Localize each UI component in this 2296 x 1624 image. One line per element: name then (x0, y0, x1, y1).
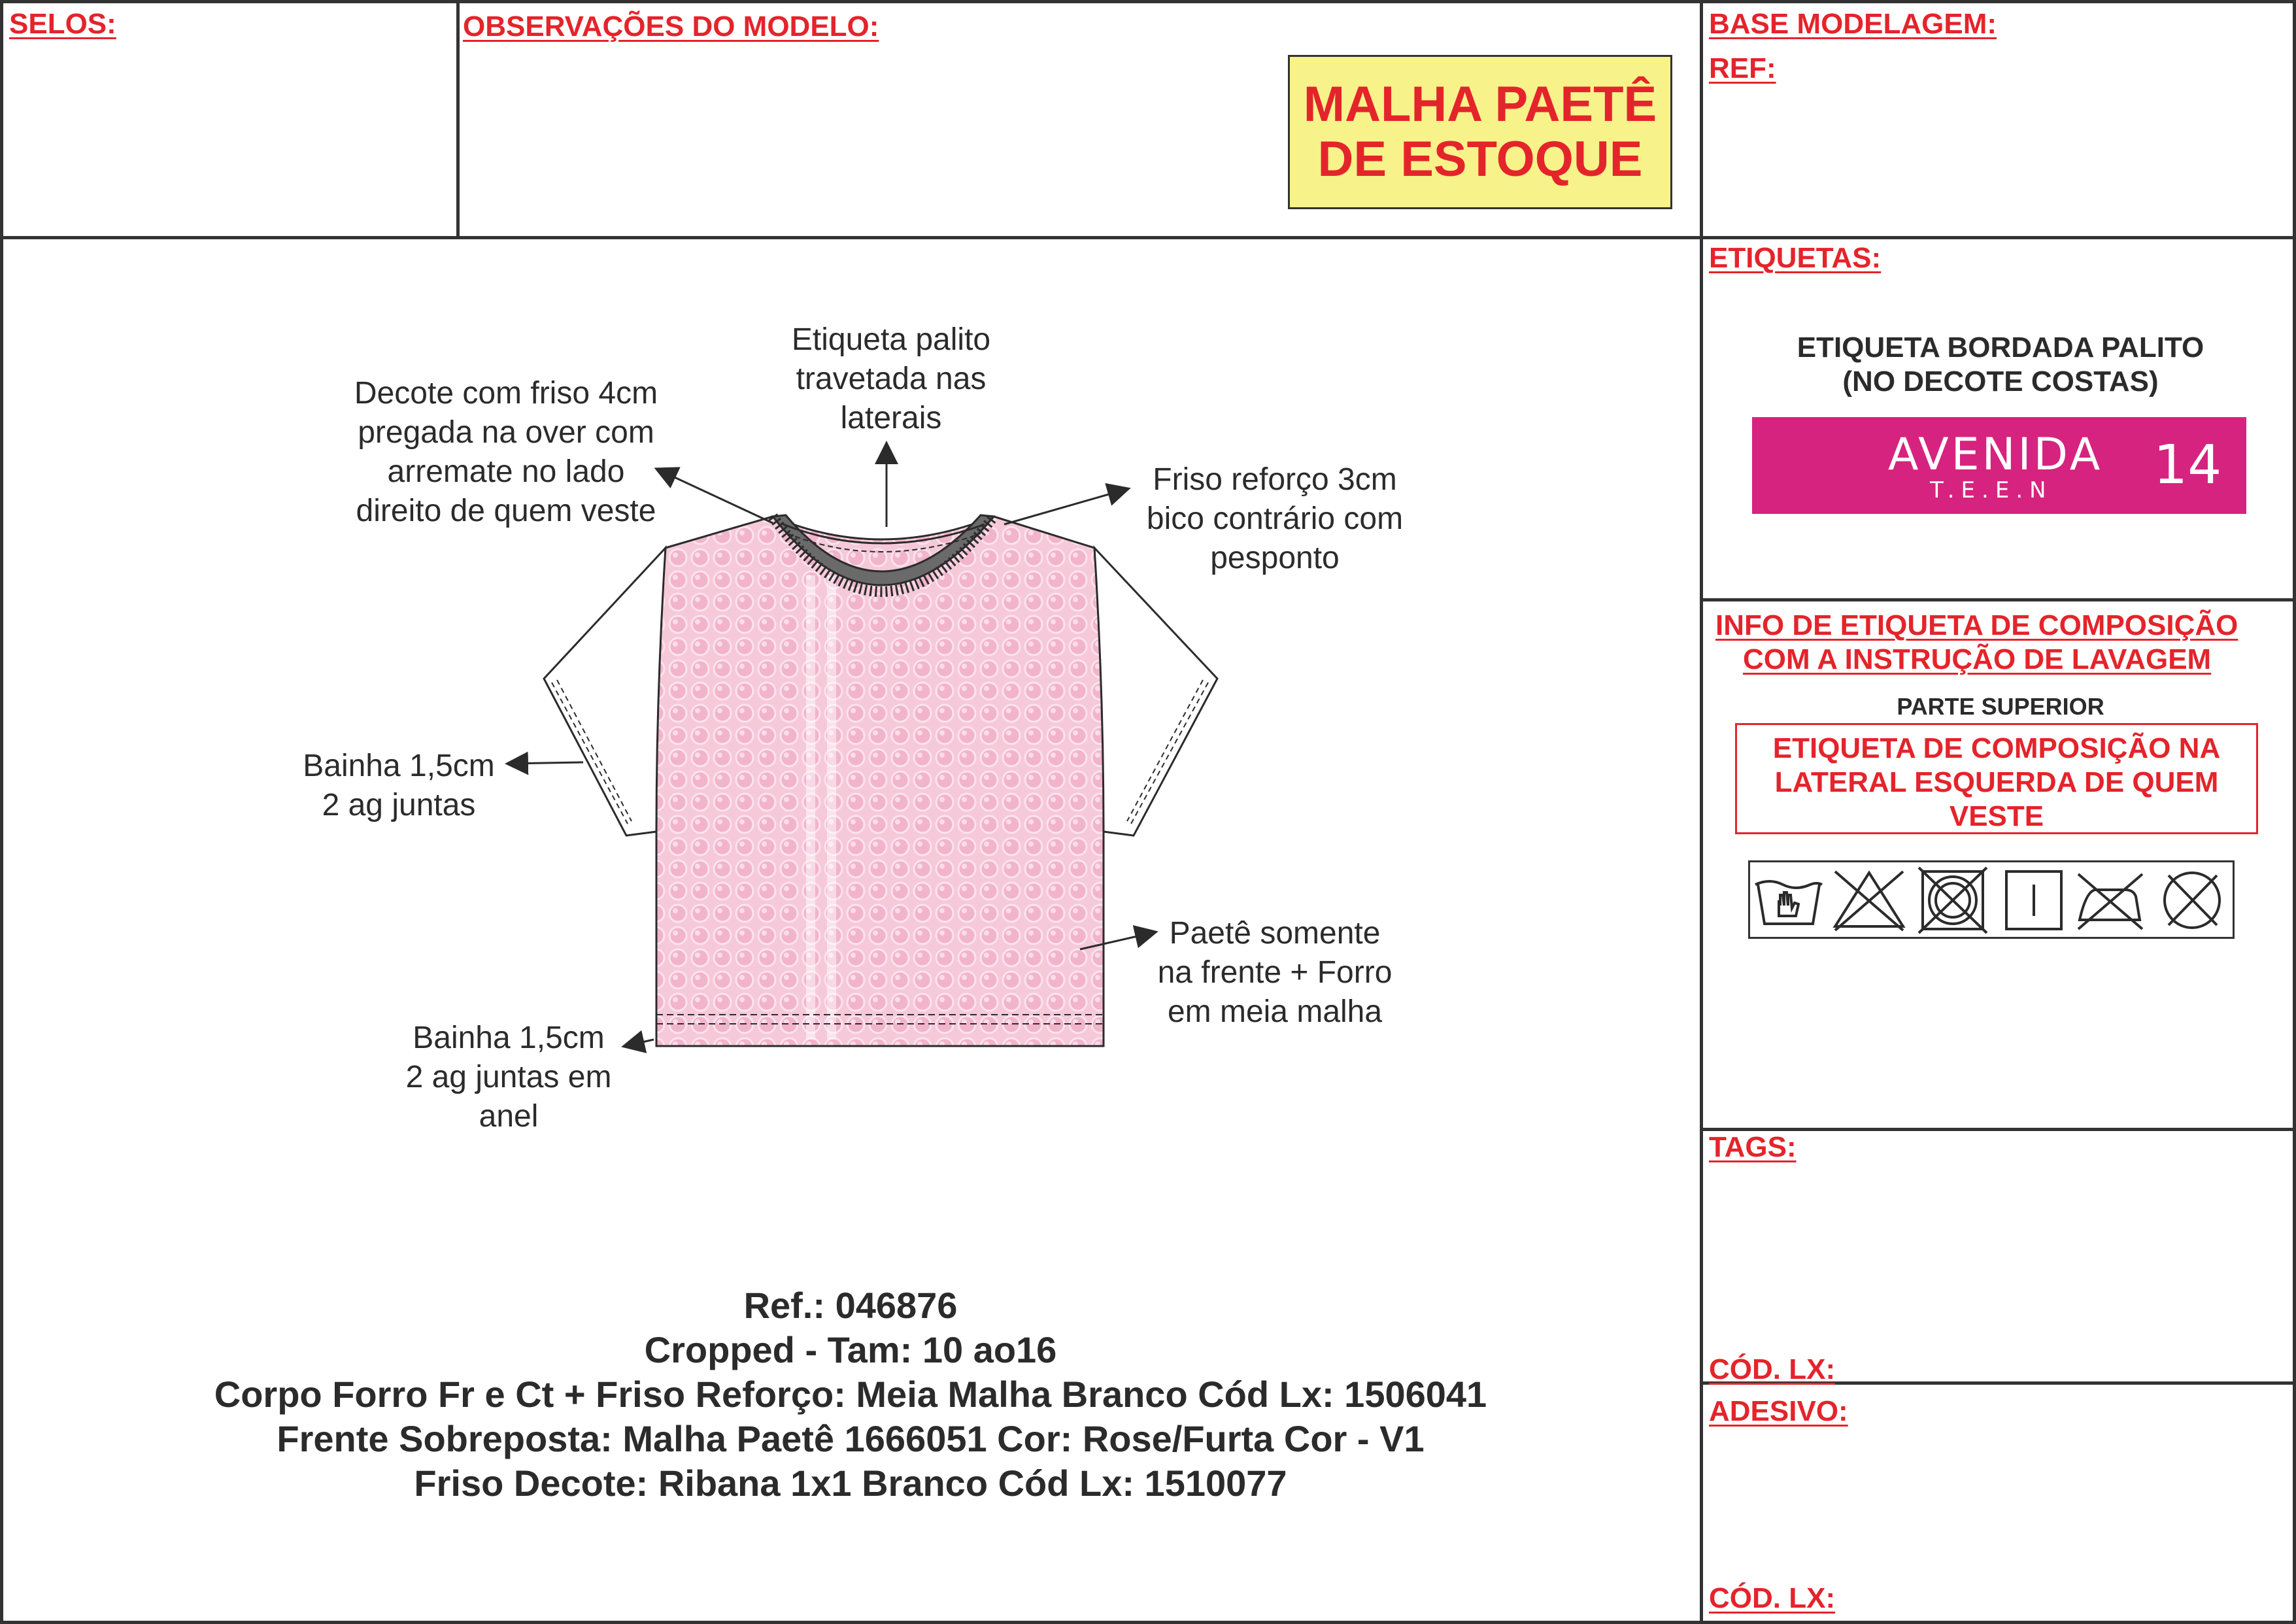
stamp-line-2: DE ESTOQUE (1317, 131, 1643, 187)
note-bainha-manga-line: Bainha 1,5cm (303, 749, 495, 783)
composition-line-1: ETIQUETA DE COMPOSIÇÃO NA (1772, 732, 2221, 764)
note-paete-line: em meia malha (1167, 994, 1383, 1029)
adesivo-label: ADESIVO: (1709, 1395, 1848, 1427)
note-bainha-barra-line: 2 ag juntas em (405, 1060, 612, 1094)
brand-size: 14 (2153, 434, 2222, 496)
spec-neck-fabric: Friso Decote: Ribana 1x1 Branco Cód Lx: 1510077 (414, 1463, 1287, 1504)
left-sleeve (544, 548, 666, 836)
note-decote-line: arremate no lado (387, 454, 625, 489)
brand-subtitle: T.E.E.N (1930, 477, 2053, 503)
composition-line-3: VESTE (1949, 800, 2044, 832)
cod-lx-label-1: CÓD. LX: (1709, 1353, 1836, 1385)
note-paete-line: Paetê somente (1169, 916, 1381, 951)
no-dry-clean-icon (2165, 873, 2220, 928)
label-description-line-2: (NO DECOTE COSTAS) (1842, 365, 2159, 398)
note-friso-reforco (1111, 460, 1438, 578)
note-friso-line: pesponto (1210, 541, 1340, 575)
parte-superior-label: PARTE SUPERIOR (1897, 693, 2104, 720)
note-etiqueta-palito (731, 320, 1051, 438)
spec-body-fabric: Corpo Forro Fr e Ct + Friso Reforço: Meia Malha Branco Cód Lx: 1506041 (214, 1374, 1487, 1415)
label-description (1713, 331, 2288, 399)
no-iron-icon (2078, 874, 2142, 929)
etiquetas-label: ETIQUETAS: (1709, 242, 1882, 274)
hand-wash-icon (1755, 881, 1822, 924)
care-symbols (1748, 860, 2235, 939)
note-decote-line: pregada na over com (358, 415, 654, 450)
no-bleach-icon (1835, 871, 1903, 930)
spec-model-size: Cropped - Tam: 10 ao16 (644, 1329, 1057, 1370)
composition-line-2: LATERAL ESQUERDA DE QUEM (1774, 766, 2219, 798)
note-bainha-manga (268, 747, 530, 825)
line-dry-icon (2006, 871, 2061, 929)
cod-lx-label-2: CÓD. LX: (1709, 1582, 1836, 1614)
note-etiqueta-line: laterais (840, 401, 942, 435)
spec-ref: Ref.: 046876 (743, 1285, 958, 1326)
note-bainha-barra-line: Bainha 1,5cm (413, 1021, 605, 1055)
stock-fabric-stamp (1288, 55, 1672, 209)
right-sleeve (1094, 548, 1217, 836)
info-line-2: COM A INSTRUÇÃO DE LAVAGEM (1743, 643, 2212, 675)
tags-label: TAGS: (1709, 1131, 1797, 1163)
note-bainha-barra (365, 1019, 652, 1136)
label-description-line-1: ETIQUETA BORDADA PALITO (1797, 331, 2204, 364)
note-etiqueta-line: Etiqueta palito (791, 322, 991, 357)
note-decote-line: Decote com friso 4cm (354, 376, 658, 411)
note-decote-line: direito de quem veste (356, 494, 656, 528)
note-paete-line: na frente + Forro (1157, 955, 1393, 990)
no-tumble-dry-icon (1919, 868, 1987, 933)
note-etiqueta-line: travetada nas (796, 362, 987, 396)
info-line-1: INFO DE ETIQUETA DE COMPOSIÇÃO (1715, 609, 2238, 641)
note-paete (1124, 914, 1425, 1032)
base-modelagem-label: BASE MODELAGEM: (1709, 8, 1997, 40)
note-friso-line: bico contrário com (1146, 501, 1404, 536)
note-bainha-barra-line: anel (479, 1099, 539, 1134)
selos-label: SELOS: (9, 8, 116, 40)
spec-front-fabric: Frente Sobreposta: Malha Paetê 1666051 Cor: Rose/Furta Cor - V1 (277, 1418, 1425, 1459)
brand-name: AVENIDA (1888, 429, 2103, 481)
sequin-front-body (656, 516, 1104, 1046)
note-decote (316, 374, 696, 531)
composition-label-box (1735, 723, 2258, 834)
ref-label: REF: (1709, 52, 1776, 84)
note-friso-line: Friso reforço 3cm (1153, 462, 1397, 497)
stamp-line-1: MALHA PAETÊ (1303, 76, 1657, 132)
note-bainha-manga-line: 2 ag juntas (322, 788, 476, 822)
brand-label (1752, 417, 2246, 514)
observacoes-label: OBSERVAÇÕES DO MODELO: (463, 10, 879, 42)
